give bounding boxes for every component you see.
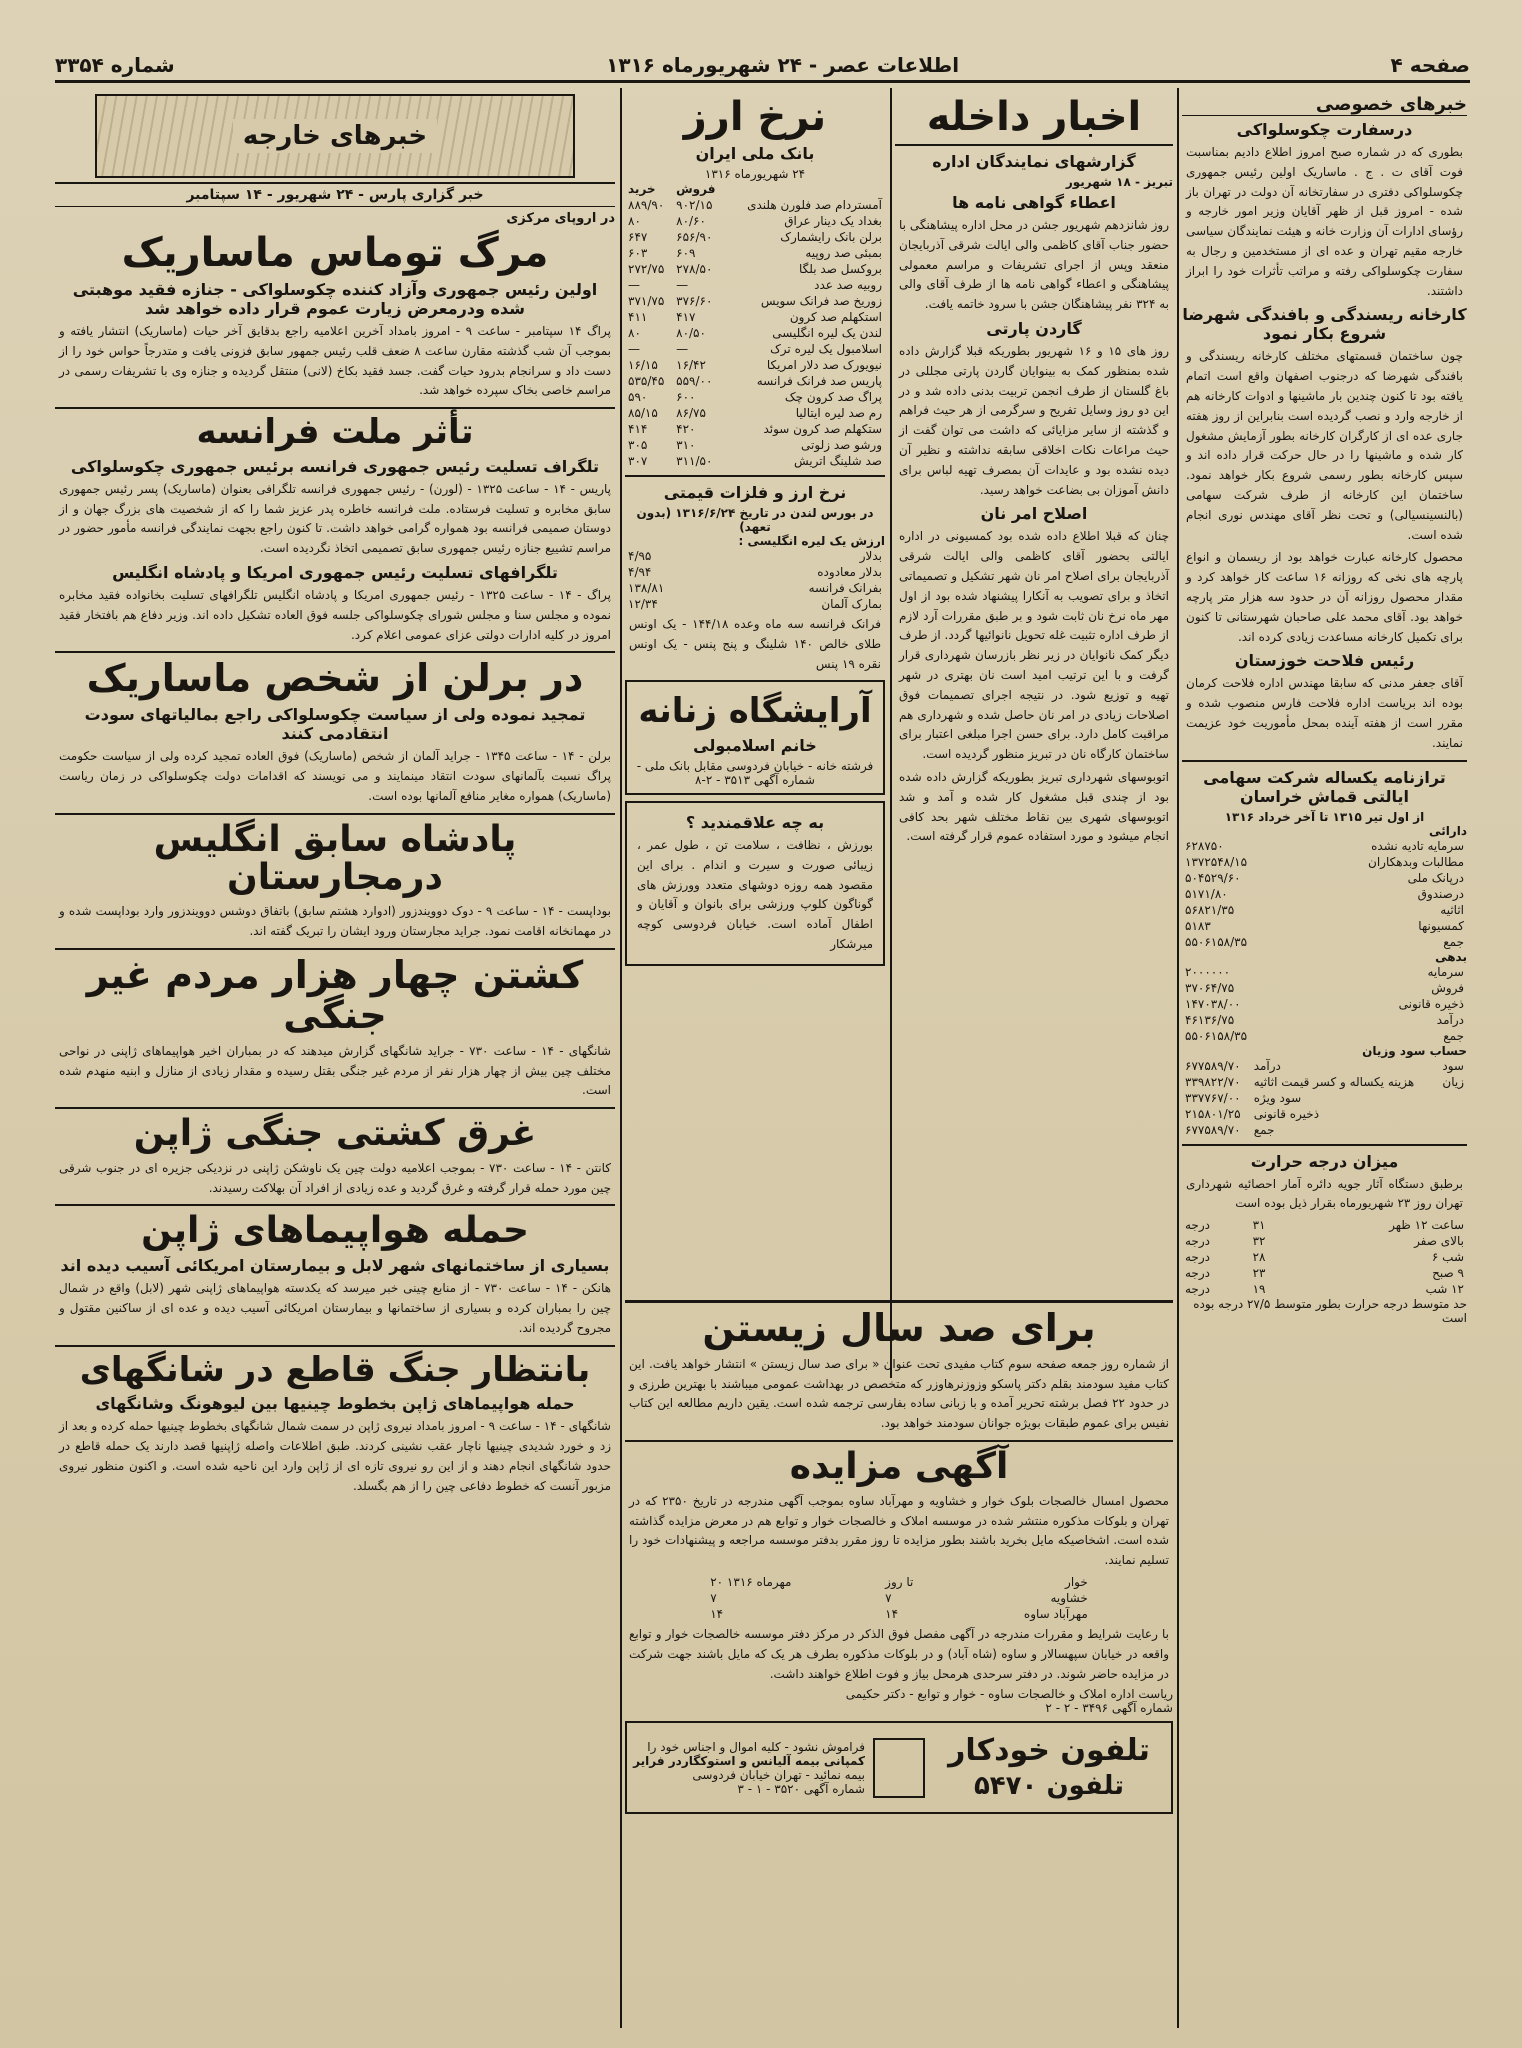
table-row <box>625 596 885 612</box>
domestic-news-column <box>895 90 1173 1380</box>
divider <box>895 144 1173 146</box>
insurance-emblem-icon <box>873 1738 925 1798</box>
divider <box>55 948 615 950</box>
table-cell: بغداد یک دینار عراق <box>784 214 882 228</box>
dateline: خبر گزاری پارس - ۲۴ شهریور - ۱۴ سپتامبر <box>55 182 615 207</box>
article-body: روز های ۱۵ و ۱۶ شهریور بطوریکه قبلا گزارش داده شده بمنظور کمک به بینوایان گاردن پارتی مجللی در باغ گلستان از طرف انجمن تربیت بدنی داده شد و در این دو روز وسایل تفریح و سرگرمی از هر حیث فراهم و گذشته از سایر مزایائی که داشت می توان گفت از حیث مراعات نکات اخلاقی سابقه نداشته و نظیر آن دیده نشده بود و عایدات آن بمصرف تهیه لباس برای دانش آموزان بی بضاعت خواهد رسید. <box>899 343 1169 497</box>
table-row <box>1182 1265 1467 1281</box>
table-cell: ۸۰ <box>628 214 641 228</box>
metals-sub2: ارزش یک لیره انگلیسی : <box>738 534 885 548</box>
table-row <box>625 453 885 469</box>
table-row <box>1182 902 1467 918</box>
article-body: اتوبوسهای شهرداری تبریز بطوریکه گزارش داده شده بود از چندی قبل مشغول کار شده و آمد و شد اتوبوسهای شهری بین نقاط مختلف شهر بحد کافی انجام میشود و مورد استفاده عموم قرار گرفته است. <box>899 769 1169 844</box>
table-row <box>625 341 885 357</box>
subhead: حمله هواپیماهای ژاپن بخطوط چینیها بین لیوهونگ وشانگهای <box>95 1394 575 1414</box>
table-cell: ۴۱۴ <box>628 422 648 436</box>
table-cell: — <box>628 342 640 356</box>
table-row <box>625 548 885 564</box>
article-body: برلن - ۱۴ - ساعت ۱۳۴۵ - جراید آلمان از شخص (ماساریک) فوق العاده تمجید کرده ولی از سیاست حکومت پراگ نسبت بآلمانهای سودت انتقاد مینمایند و می نویسند که اقدامات دولت چکوسلواکی در زمان ریاست (ماساریک) همواره مغایر منافع آلمانها بوده است. <box>59 749 611 803</box>
table-cell: ۳۲ <box>1252 1234 1266 1249</box>
headline-auction: آگهی مزایده <box>789 1446 1009 1488</box>
table-cell: ۳۰۵ <box>628 438 648 452</box>
table-row <box>1182 886 1467 902</box>
ad-name: خانم اسلامبولی <box>693 736 817 756</box>
table-row <box>625 437 885 453</box>
table-row <box>625 197 885 213</box>
table-cell: ۴۱۱ <box>628 310 648 324</box>
table-row <box>625 261 885 277</box>
table-cell: لندن یک لیره انگلیسی <box>772 326 882 340</box>
table-cell: سرمایه <box>1427 964 1464 979</box>
kicker: در اروپای مرکزی <box>506 211 615 226</box>
table-cell: ۳۳۹۸۲۲/۷۰ <box>1185 1074 1241 1089</box>
column-rule <box>890 88 892 1378</box>
table-cell: صد شلینگ اتریش <box>793 454 882 468</box>
metals-table <box>625 548 885 612</box>
reports-title: گزارشهای نمایندگان اداره <box>932 152 1136 171</box>
table-cell: ۲۳ <box>1252 1266 1266 1281</box>
table-cell: بدلار <box>859 549 882 563</box>
table-cell: ۳۷۶/۶۰ <box>676 294 713 308</box>
table-cell: بدلار معادوده <box>817 565 882 579</box>
table-cell: زیان <box>1442 1074 1464 1089</box>
table-row <box>1182 1090 1467 1106</box>
headline-berlin: در برلن از شخص ماساریک <box>86 656 584 701</box>
section-head: درسفارت چکوسلواکی <box>1236 120 1413 139</box>
headline-france: تأثر ملت فرانسه <box>196 412 474 453</box>
table-row <box>1182 918 1467 934</box>
table-cell <box>1436 1090 1467 1106</box>
subhead: تلگرافهای تسلیت رئیس جمهوری امریکا و پادشاه انگلیس <box>112 563 558 583</box>
table-row <box>625 421 885 437</box>
table-row <box>1182 964 1467 980</box>
table-cell: ذخیره قانونی <box>1398 996 1464 1011</box>
table-row <box>625 405 885 421</box>
divider <box>55 813 615 815</box>
article-body: هانکن - ۱۴ - ساعت ۷۳۰ - از منابع چینی خبر میرسد که یکدسته هواپیماهای ژاپنی شهر (لابل) واقع در شمال چین را بمباران کرده و بسیاری از ساختمانها و بیمارستان امریکائی آسیب دیده و عده ای از ساکنین مقتول و مجروح گردیده اند. <box>59 1281 612 1335</box>
section-head: رئیس فلاحت خوزستان <box>1234 651 1415 671</box>
masthead <box>55 50 1470 83</box>
private-title: خبرهای خصوصی <box>1182 94 1467 116</box>
table-cell: ۹ صبح <box>1432 1266 1464 1281</box>
table-cell: اثاثیه <box>1440 902 1464 917</box>
table-row <box>1182 1012 1467 1028</box>
section-head: گاردن پارتی <box>986 318 1082 338</box>
table-row <box>625 245 885 261</box>
table-cell: ۶۲۸۷۵۰ <box>1185 838 1224 853</box>
article-body: چون ساختمان قسمتهای مختلف کارخانه ریسندگی و بافندگی شهرضا که درجنوب اصفهان واقع است اتمام یافته بود تا کنون چندین بار ماشینها و ادوات کارخانه هم از خارجه وارد و نصب گردیده است بنابراین از روز هفته جاری عده ای از کارگران کارخانه بطور آزمایش مشغول کار شده و ماشینها را در حال حرکت قرار داده اند و سپس کارخانه بطور رسمی شروع بکار خواهد نمود. ساختمان این کارخانه از طرف شرکت سهامی (بالنسینسیالی) و تحت نظر آقای مهندس نوری انجام شده است. <box>1186 349 1463 542</box>
table-cell: ۸۰/۵۰ <box>676 326 706 340</box>
table-row <box>1182 1249 1467 1265</box>
ad-address: بیمه نمائید - تهران خیابان فردوسی <box>692 1767 865 1782</box>
article-body: چنان که قبلا اطلاع داده شده بود کمسیونی در اداره ایالتی بحضور آقای کاظمی والی ایالت شرقی آذربایجان برای اصلاح امر نان شهر تشکیل و تصمیماتی اتخاذ و برای تصویب به آنکارا پیشنهاد شده بود از اول مهر ماه نرخ نان ثابت شود و بر طبق مقررات آرد لازم از طرف اداره تثبیت غله تحویل نانوائیها گردد. از طرف دیگر کمک نانوایان در زیر نظر بازرسان شهرداری قرار گرفت و با این ترتیب امید است نان بهتری در شهر تهیه و توزیع شود. در نتیجه اجرای تصمیمات فوق اصلاحات زیادی در امر نان حاصل شده و شهرداری هم مراقبت کامل دارد. برای حسن اجرا مبلغی اعتبار برای ساختمان کارگاه نان در تبریز منظور گردیده است. <box>899 529 1169 762</box>
table-cell: ۷ <box>885 1591 892 1606</box>
lower-wide-section <box>625 1300 1173 2033</box>
table-cell: برلن بانک رایشمارک <box>780 230 882 244</box>
table-cell: ۲۸ <box>1252 1250 1266 1265</box>
table-cell: نیویورک صد دلار امریکا <box>766 358 882 372</box>
table-cell: درآمد <box>1436 1012 1464 1027</box>
section-head: اعطاء گواهی نامه ها <box>952 193 1116 212</box>
table-cell: ۵۱۸۳ <box>1185 918 1211 933</box>
table-cell: ۵۰۴۵۲۹/۶۰ <box>1185 870 1241 885</box>
section-head: کارخانه ریسندگی و بافندگی شهرضا شروع بکار نمود <box>1182 305 1467 344</box>
divider <box>55 1345 615 1347</box>
table-cell: ۲۱۵۸۰۱/۲۵ <box>1185 1106 1241 1121</box>
table-cell: جمع <box>1253 1122 1275 1137</box>
table-cell: اسلامبول یک لیره ترک <box>770 342 882 356</box>
table-row <box>1182 1028 1467 1044</box>
headline-ex-king: پادشاه سابق انگلیس درمجارستان <box>153 818 517 898</box>
table-row <box>1182 1074 1467 1090</box>
table-cell: خوار <box>1065 1575 1088 1590</box>
divider <box>1182 760 1467 762</box>
divider <box>625 1440 1173 1442</box>
table-row <box>625 229 885 245</box>
table-cell: ۶۵۶/۹۰ <box>676 230 713 244</box>
table-row <box>1182 1217 1467 1233</box>
table-cell: ۶۷۷۵۸۹/۷۰ <box>1185 1122 1241 1137</box>
assets-title: دارائی <box>1429 823 1467 838</box>
table-row <box>1182 980 1467 996</box>
ad-company: کمپانی بیمه آلیانس و استوکگاردر فرایر <box>633 1753 865 1768</box>
table-cell: بروکسل صد بلگا <box>799 262 882 276</box>
foreign-news-logo: خبرهای خارجه <box>95 94 575 178</box>
article-body: آقای جعفر مدنی که سابقا مهندس اداره فلاحت کرمان بوده اند بریاست اداره فلاحت فارس منصوب شده و مقرر است از هفته آینده بمحل مأموریت خود عزیمت نمایند. <box>1186 676 1463 750</box>
table-row <box>625 373 885 389</box>
table-row <box>707 1574 1091 1590</box>
table-cell: استکهلم صد کرون <box>789 310 882 324</box>
pl-title: حساب سود وزیان <box>1362 1043 1467 1058</box>
table-cell: روبیه صد عدد <box>814 278 882 292</box>
headline-air-raid: حمله هواپیماهای ژاپن <box>141 1210 529 1252</box>
divider <box>625 475 885 477</box>
article-body: شانگهای - ۱۴ - ساعت ۷۳۰ - جراید شانگهای گزارش میدهند که در بمباران اخیر هواپیماهای ژاپنی در نواحی مختلف چین بیش از چهار هزار نفر از مردم غیر جنگی بقتل رسیده و مقدار زیادی از منازل و ابنیه منهدم شده است. <box>59 1043 611 1098</box>
table-row <box>707 1606 1091 1622</box>
table-cell: ۱۶/۴۲ <box>676 358 706 372</box>
table-row <box>625 580 885 596</box>
ad-club <box>625 801 885 966</box>
table-cell: ۵۵۹/۰۰ <box>676 374 713 388</box>
temps-table <box>1182 1217 1467 1297</box>
table-cell: ساعت ۱۲ ظهر <box>1389 1218 1464 1233</box>
table-row <box>625 389 885 405</box>
article-body: پاریس - ۱۴ - ساعت ۱۳۲۵ - (لورن) - رئیس جمهوری فرانسه تلگرافی بعنوان (ماساریک) پسر رئیس جمهوری سابق مخابره و تسلیت فرستاده. ملت فرانسه خاطره پدر عزیز شما را که از شخصیت های بزرگ جهان و از دوستان صمیمی فرانسه بود همواره گرامی خواهد داشت. تا کنون راجع بجهت نمایندگی فرانسه مأمور حضور در مراسم تشییع جنازه رئیس جمهوری سابق تصمیمی اتخاذ نگردیده است. <box>59 481 612 556</box>
table-cell: ۱۴ <box>710 1607 724 1622</box>
table-cell: ۳۱۰ <box>676 438 696 452</box>
divider <box>55 651 615 653</box>
subhead: بسیاری از ساختمانهای شهر لابل و بیمارستان امریکائی آسیب دیده اند <box>60 1256 610 1276</box>
table-cell: پاریس صد فرانک فرانسه <box>756 374 882 388</box>
column-rule <box>1177 88 1179 2028</box>
table-cell: مهرآباد ساوه <box>1023 1607 1088 1622</box>
table-cell: ۲۷۸/۵۰ <box>676 262 713 276</box>
table-cell: فروش <box>1431 980 1464 995</box>
article-body: روز شانزدهم شهریور جشن در محل اداره پیشاهنگی با حضور جناب آقای کاظمی والی ایالت شرقی آذربایجان منعقد وپس از اجرای تشریفات و مراسم معمولی پیشاهنگی و اعطاء گواهی نامه ها از طرف آقای والی به ۳۲۴ نفر پیشاهنگان جشن با سرود خاتمه یافت. <box>899 218 1169 312</box>
temps-note: حد متوسط درجه حرارت بطور متوسط ۲۷/۵ درجه بوده است <box>1193 1297 1467 1326</box>
table-row <box>1182 934 1467 950</box>
col-header: خرید <box>628 182 656 196</box>
table-cell: آمستردام صد فلورن هلندی <box>747 198 882 212</box>
table-cell: درجه <box>1185 1250 1210 1265</box>
table-row <box>1182 1233 1467 1249</box>
table-cell: درجه <box>1185 1218 1210 1233</box>
article-body: محصول امسال خالصجات بلوک خوار و خشاویه و مهرآباد ساوه بموجب آگهی مندرجه در تاریخ ۲۳۵۰ که در تهران و بلوکات مذکوره منتشر شده در موسسه املاک و خالصجات خوار و توابع هم در معرض مزایده گذاشته شده است. اشخاصیکه مایل بخرید باشند بطور مزایده تا روز مقرر بدفتر موسسه مراجعه و پیشنهادات خود را تسلیم نمایند. <box>629 1493 1169 1568</box>
table-cell: ۶۷۷۵۸۹/۷۰ <box>1185 1058 1241 1073</box>
metals-sub: در بورس لندن در تاریخ ۱۳۱۶/۶/۲۴ (بدون تعهد) <box>636 506 874 534</box>
ad-insurance <box>625 1721 1173 1814</box>
table-cell: — <box>628 278 640 292</box>
table-cell: ۲۰ مهرماه ۱۳۱۶ <box>710 1575 792 1590</box>
section-head: میزان درجه حرارت <box>1250 1151 1399 1171</box>
exchange-column <box>625 90 885 1380</box>
table-cell: بمارک آلمان <box>821 597 882 611</box>
article-body: بوداپست - ۱۴ - ساعت ۹ - دوک دوویندزور (ادوارد هشتم سابق) باتفاق دوشس دوویندزور وارد بوداپست شده و در مهمانخانه اقامت نمود. جراید مجارستان ورود ایشان را تبریک گفته اند. <box>59 904 611 939</box>
article-body: پراگ - ۱۴ - ساعت ۱۳۲۵ - رئیس جمهوری امریکا و پادشاه انگلیس تلگرافهای تسلیت بخانواده فقید مخابره نموده و مجلس سنا و مجلس شورای چکوسلواکی جلسه فوق العاده تشکیل داده اند. وزیر دفاع هم بافتخار فقید امروز در کلیه ادارات دولتی عزای عمومی اعلام کرد. <box>59 588 611 642</box>
table-cell: درجه <box>1185 1234 1210 1249</box>
ad-title: تلفون خودکار <box>948 1733 1150 1769</box>
table-cell: سود <box>1442 1058 1464 1073</box>
table-cell: ۶۰۳ <box>628 246 648 260</box>
table-cell: ۶۰۹ <box>676 246 696 260</box>
table-cell: ورشو صد زلوتی <box>801 438 882 452</box>
table-cell: شب ۶ <box>1431 1250 1464 1265</box>
table-cell: ۵۱۷۱/۸۰ <box>1185 886 1228 901</box>
table-row <box>1182 996 1467 1012</box>
foreign-news-column <box>55 90 615 2030</box>
table-row <box>1182 870 1467 886</box>
headline-shanghai: بانتظار جنگ قاطع در شانگهای <box>79 1349 591 1390</box>
table-cell: — <box>676 342 689 356</box>
table-cell: بالای صفر <box>1414 1234 1464 1249</box>
balance-period: از اول تیر ۱۳۱۵ تا آخر خرداد ۱۳۱۶ <box>1224 809 1425 824</box>
table-row <box>1182 1281 1467 1297</box>
pl-table <box>1182 1058 1467 1138</box>
table-cell: ۳۷۰۶۴/۷۵ <box>1185 980 1235 995</box>
table-row <box>625 213 885 229</box>
table-cell: — <box>676 278 689 292</box>
table-cell: ۱۲/۳۴ <box>628 597 658 611</box>
col-header: فروش <box>676 182 716 196</box>
table-row <box>1182 1058 1467 1074</box>
table-cell: ۸۰ <box>628 326 641 340</box>
divider <box>55 1204 615 1206</box>
table-cell: جمع <box>1443 934 1464 949</box>
article-body: بطوری که در شماره صبح امروز اطلاع دادیم بمناسبت فوت آقای ت . ج . ماساریک اولین رئیس جمهوری چکوسلواکی دفتری در سفارتخانه آن دولت در تهران باز شده - امروز قبل از ظهر آقایان وزیر امور خارجه و رؤسای ادارات آن وزارت خانه و هیئت نمایندگان سیاسی خارجه مقیم تهران و عده ای از مستخدمین و رجال به سفارت چکوسلواکی رفته و مراتب تأثرات خود را ابراز داشتند. <box>1186 145 1463 298</box>
table-cell: ۴/۹۵ <box>628 549 652 563</box>
table-cell: ۵۵۰۶۱۵۸/۳۵ <box>1185 1028 1248 1043</box>
table-cell: ۵۵۰۶۱۵۸/۳۵ <box>1185 934 1248 949</box>
table-cell: رم صد لیره ایتالیا <box>795 406 882 420</box>
metals-title: نرخ ارز و فلزات قیمتی <box>663 483 847 502</box>
table-cell <box>1436 1106 1467 1122</box>
table-cell: پراگ صد کرون چک <box>784 390 882 404</box>
table-cell: ۱۹ <box>1252 1282 1266 1297</box>
rates-table <box>625 181 885 469</box>
table-cell: ۸۸۹/۹۰ <box>628 198 665 212</box>
table-row <box>1182 854 1467 870</box>
subhead: تلگراف تسلیت رئیس جمهوری فرانسه برئیس جمهوری چکوسلواکی <box>70 456 600 476</box>
ad-ref: شماره آگهی ۳۵۲۰ - ۱ - ۳ <box>737 1781 865 1796</box>
liab-table <box>1182 964 1467 1044</box>
exchange-title: نرخ ارز <box>683 94 827 140</box>
table-cell: تا روز <box>885 1575 914 1590</box>
metals-note: فرانک فرانسه سه ماه وعده ۱۴۴/۱۸ - یک اونس طلای خالص ۱۴۰ شلینگ و پنج پنس - یک اونس نقره ۱۹ پنس <box>629 617 881 671</box>
table-cell: ۱۳۷۲۵۴۸/۱۵ <box>1185 854 1248 869</box>
article-body: کانتن - ۱۴ - ساعت ۷۳۰ - بموجب اعلامیه دولت چین یک ناوشکن ژاپنی در نزدیکی جزیره ای در جنوب شرقی چین مورد حمله قرار گرفته و غرق گردید و عده زیادی از افراد آن بهلاکت رسیدند. <box>59 1160 612 1195</box>
ad-ref: شماره آگهی ۳۴۹۶ - ۲ - ۲ <box>1045 1701 1173 1716</box>
table-cell: ۶۴۷ <box>628 230 648 244</box>
auction-table <box>707 1574 1091 1622</box>
table-cell: ۳۱۱/۵۰ <box>676 454 713 468</box>
col-header <box>725 181 885 197</box>
table-cell: درصندوق <box>1417 886 1464 901</box>
table-cell: ۸۵/۱۵ <box>628 406 658 420</box>
table-cell: ۳۷۱/۷۵ <box>628 294 665 308</box>
table-cell: ۵۶۸۲۱/۳۵ <box>1185 902 1235 917</box>
article-body: برطبق دستگاه آثار جویه دائره آمار احصائیه شهرداری تهران روز ۲۳ شهریورماه بقرار ذیل بوده است <box>1186 1176 1463 1211</box>
table-row <box>1182 1106 1467 1122</box>
table-cell: زوریخ صد فرانک سویس <box>760 294 882 308</box>
table-cell: ۱۶/۱۵ <box>628 358 658 372</box>
table-cell: ۸۰/۶۰ <box>676 214 706 228</box>
table-cell: سود ویژه <box>1253 1090 1302 1105</box>
table-cell: ۶۰۰ <box>676 390 696 404</box>
article-body: با رعایت شرایط و مقررات مندرجه در آگهی مفصل فوق الذکر در مرکز دفتر موسسه خالصجات خوار و توابع واقعه در خیابان سپهسالار و ساوه (شاه آباد) و در بلوکات مذکوره بطرف هر یک که مایل باشند جهت شرکت در مزایده حاضر شوند. در دفتر سرحدی هرمحل بیاز و فوت اطلاع خواهند داشت. <box>629 1627 1169 1681</box>
table-cell: ۲۷۲/۷۵ <box>628 262 665 276</box>
headline-civilians: کشتن چهار هزار مردم غیر جنگی <box>86 952 584 1037</box>
headline-masaryk-death: مرگ توماس ماساریک <box>121 230 549 276</box>
article-body: از شماره روز جمعه صفحه سوم کتاب مفیدی تحت عنوان « برای صد سال زیستن » انتشار خواهد یافت. این کتاب مفید سودمند بقلم دکتر پاسکو وزوزنرهاوزر که متخصص در بهداشت عمومی میباشند با بهترین طرزی و در حدود ۲۲ فصل برشته تحریر آمده و با زبانی ساده بفارسی ترجمه شده است. یقین داریم مطالعه این کتاب نفیس برای عموم طبقات بویژه جوانان سودمند خواهد بود. <box>629 1356 1170 1431</box>
table-cell: ۹۰۲/۱۵ <box>676 198 713 212</box>
table-cell: ذخیره قانونی <box>1253 1106 1320 1121</box>
dateline: تبریز - ۱۸ شهریور <box>1065 175 1173 189</box>
signature: ریاست اداره املاک و خالصجات ساوه - خوار و توابع - دکتر حکیمی <box>845 1687 1173 1702</box>
issue-number: شماره ۳۳۵۴ <box>55 53 175 77</box>
column-rule <box>620 88 622 2028</box>
table-row <box>1182 838 1467 854</box>
table-cell: بفرانک فرانسه <box>808 581 882 595</box>
table-cell: کمسیونها <box>1418 918 1464 933</box>
table-cell: ۵۳۵/۴۵ <box>628 374 665 388</box>
divider <box>55 407 615 409</box>
table-cell: ۷ <box>710 1591 717 1606</box>
table-cell: ستکهلم صد کرون سوئد <box>763 422 882 436</box>
ad-phone: تلفون ۵۴۷۰ <box>973 1770 1125 1801</box>
ad-title: آرایشگاه زنانه <box>638 691 872 732</box>
table-cell: ۳۱ <box>1252 1218 1266 1233</box>
table-row <box>625 325 885 341</box>
article-body: شانگهای - ۱۴ - ساعت ۹ - امروز بامداد نیروی ژاپن در سمت شمال شانگهای بخطوط چینیها حمله کرده و بعد از زد و خورد شدیدی چینیها ناچار عقب نشینی کردند. طبق اطلاعات واصله ژاپنیها قصد دارند یک حمله قاطع در حدود شانگهای انجام دهند و از این رو نیروی تازه ای از ژاپن وارد این ناحیه شده است. و اکنون منظور نیروی مزبور آنست که خطوط دفاعی چین را از هم بگسلد. <box>59 1419 611 1493</box>
article-body: محصول کارخانه عبارت خواهد بود از ریسمان و انواع پارچه های نخی که روزانه ۱۶ ساعت کار خواهد کرد و مقدار محصول روزانه آن در حدود سه هزار متر پارچه خواهد بود. آقای محمد علی صاحبان شهرستانی تا کنون برای تکمیل کارخانه مساعدت زیادی کرده اند. <box>1186 550 1463 644</box>
domestic-title: اخبار داخله <box>926 94 1142 140</box>
table-cell: درجه <box>1185 1282 1210 1297</box>
table-cell: جمع <box>1443 1028 1464 1043</box>
exchange-date: ۲۴ شهریورماه ۱۳۱۶ <box>704 167 806 181</box>
page-number: صفحه ۴ <box>1390 53 1470 77</box>
table-cell: ۴۶۱۳۶/۷۵ <box>1185 1012 1235 1027</box>
table-row <box>707 1590 1091 1606</box>
headline-100-years: برای صد سال زیستن <box>702 1306 1096 1350</box>
bank-name: بانک ملی ایران <box>695 144 815 163</box>
table-cell: ۱۲ شب <box>1425 1282 1464 1297</box>
subhead: اولین رئیس جمهوری وآزاد کننده چکوسلواکی - جنازه فقید موهبتی شده ودرمعرض زیارت عموم قرار داده خواهد شد <box>72 280 598 318</box>
assets-table <box>1182 838 1467 950</box>
section-head: اصلاح امر نان <box>980 504 1088 524</box>
article-body: پراگ ۱۴ سپتامبر - ساعت ۹ - امروز بامداد آخرین اعلامیه راجع بدقایق آخر حیات (ماساریک) انتشار یافته و بموجب آن شب گذشته مقارن ساعت ۸ ضعف قلب رئیس جمهور سابق فزونی یافت و متدرجاً حواس خود را از دست داد و سرانجام بدرود حیات گفت. جسد فقید بکاخ (لانی) منتقل گردیده و جنازه وی با تشریفات رسمی در مراسم خاصی بخاک سپرده خواهد شد. <box>59 324 611 398</box>
headline-warship: غرق کشتی جنگی ژاپن <box>133 1113 537 1155</box>
table-cell: ۱۴ <box>885 1607 899 1622</box>
table-row <box>625 357 885 373</box>
table-cell: ۳۰۷ <box>628 454 648 468</box>
table-cell: ۸۶/۷۵ <box>676 406 706 420</box>
divider <box>55 1107 615 1109</box>
ad-salon <box>625 680 885 795</box>
table-row <box>625 277 885 293</box>
table-cell: سرمایه تادیه نشده <box>1371 838 1464 853</box>
table-cell: ۲۰۰۰۰۰۰ <box>1185 964 1231 979</box>
table-cell: ۴۲۰ <box>676 422 696 436</box>
paper-title: اطلاعات عصر - ۲۴ شهریورماه ۱۳۱۶ <box>606 53 960 77</box>
table-row <box>1182 1122 1467 1138</box>
table-cell: ۴۱۷ <box>676 310 696 324</box>
table-cell: ۱۳۸/۸۱ <box>628 581 665 595</box>
section-head: ترازنامه یکساله شرکت سهامی ایالتی قماش خراسان <box>1203 767 1446 806</box>
table-cell: بمبئی صد روپیه <box>805 246 882 260</box>
table-cell: مطالبات وبدهکاران <box>1368 854 1464 869</box>
table-row <box>625 564 885 580</box>
table-row <box>625 293 885 309</box>
table-cell: ۳۳۷۷۶۷/۰۰ <box>1185 1090 1241 1105</box>
table-cell: ۱۴۷۰۳۸/۰۰ <box>1185 996 1241 1011</box>
liab-title: بدهی <box>1435 949 1467 964</box>
ad-note: فراموش نشود - کلیه اموال و اجناس خود را <box>647 1739 865 1754</box>
table-cell: درآمد <box>1253 1058 1281 1073</box>
ad-address: فرشته خانه - خیابان فردوسی مقابل بانک ملی - شماره آگهی ۳۵۱۳ - ۲-۸ <box>636 759 874 788</box>
ad-title: به چه علاقمندید ؟ <box>685 813 825 833</box>
divider <box>1182 1144 1467 1146</box>
table-cell: درجه <box>1185 1266 1210 1281</box>
table-cell: درپانک ملی <box>1407 870 1464 885</box>
table-cell: ۵۹۰ <box>628 390 648 404</box>
table-cell: خشاویه <box>1050 1591 1088 1606</box>
table-cell <box>1436 1122 1467 1138</box>
table-cell: هزینه یکساله و کسر قیمت اثاثیه <box>1253 1074 1415 1089</box>
private-news-column <box>1182 90 1467 2030</box>
subhead: تمجید نموده ولی از سیاست چکوسلواکی راجع بمالیاتهای سودت انتقادمی کنند <box>84 705 586 744</box>
table-row <box>625 309 885 325</box>
ad-body: بورزش ، نظافت ، سلامت تن ، طول عمر ، زیبائی صورت و سیرت و اندام . برای این مقصود همه روزه دوشهای متعدد وورزش های گوناگون کلوپ ورزشی برای بانوان و آقایان و اطفال آماده است. خیابان فردوسی کوچه میرشکار <box>637 838 873 952</box>
table-cell: ۴/۹۴ <box>628 565 652 579</box>
